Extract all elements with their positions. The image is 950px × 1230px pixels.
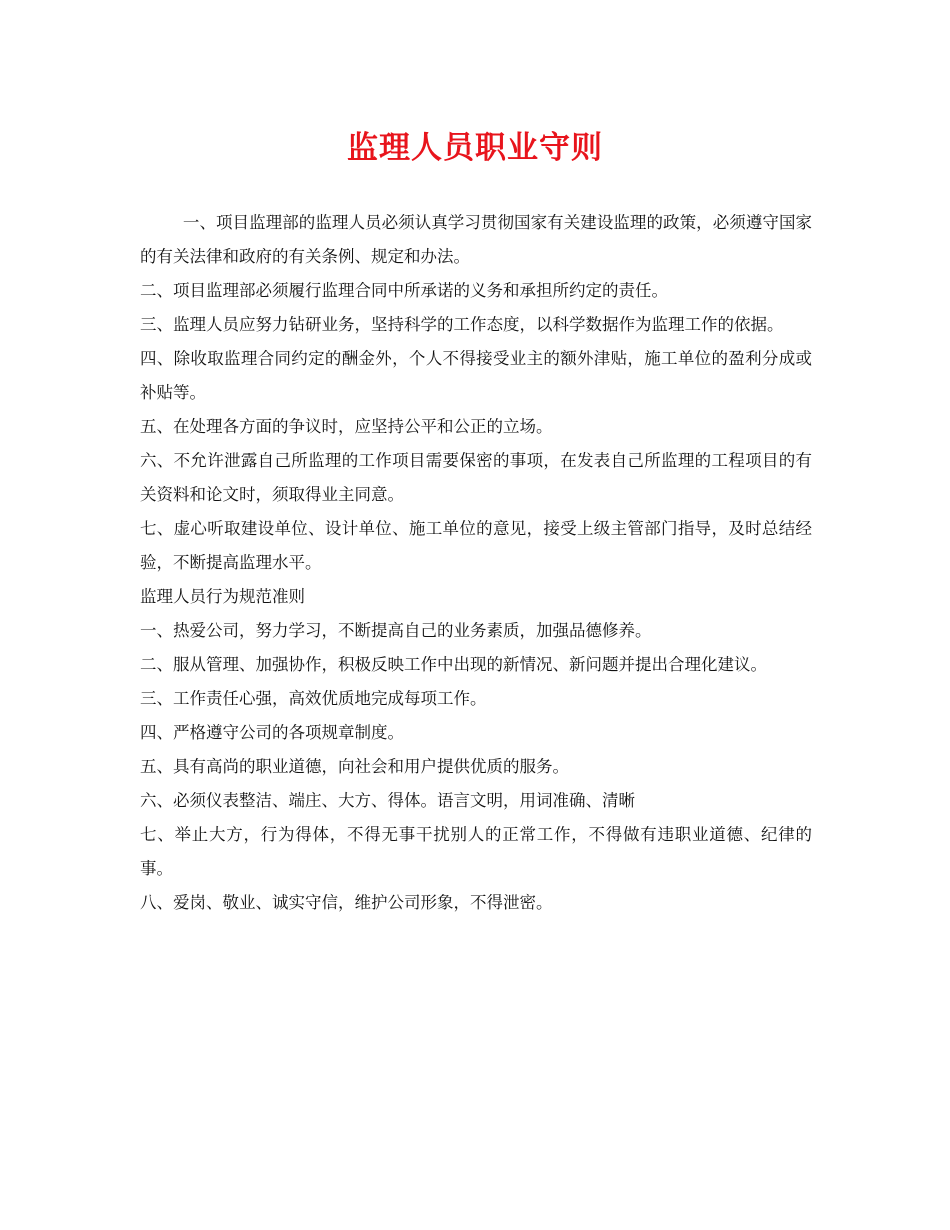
conduct-paragraph-3: 三、工作责任心强，高效优质地完成每项工作。: [140, 689, 487, 708]
rule-paragraph-2: 二、项目监理部必须履行监理合同中所承诺的义务和承担所约定的责任。: [140, 281, 668, 300]
rule-paragraph-5: 五、在处理各方面的争议时，应坚持公平和公正的立场。: [140, 417, 553, 436]
document-title: 监理人员职业守则: [347, 130, 603, 166]
conduct-paragraph-6: 六、必须仪表整洁、端庄、大方、得体。语言文明，用词准确、清晰: [140, 791, 635, 810]
conduct-paragraph-4: 四、严格遵守公司的各项规章制度。: [140, 723, 404, 742]
rule-paragraph-1: 一、项目监理部的监理人员必须认真学习贯彻国家有关建设监理的政策，必须遵守国家的有关法律和政府的有关条例、规定和办法。: [140, 213, 812, 266]
conduct-paragraph-1: 一、热爱公司，努力学习，不断提高自己的业务素质，加强品德修养。: [140, 621, 652, 640]
rule-paragraph-4: 四、除收取监理合同约定的酬金外，个人不得接受业主的额外津贴，施工单位的盈利分成或补贴等。: [140, 349, 812, 402]
rule-paragraph-7: 七、虚心听取建设单位、设计单位、施工单位的意见，接受上级主管部门指导，及时总结经验，不断提高监理水平。: [140, 519, 812, 572]
rule-paragraph-6: 六、不允许泄露自己所监理的工作项目需要保密的事项，在发表自己所监理的工程项目的有关资料和论文时，须取得业主同意。: [140, 451, 812, 504]
section-heading-conduct: 监理人员行为规范准则: [140, 587, 305, 606]
rule-paragraph-3: 三、监理人员应努力钻研业务，坚持科学的工作态度，以科学数据作为监理工作的依据。: [140, 315, 784, 334]
conduct-paragraph-5: 五、具有高尚的职业道德，向社会和用户提供优质的服务。: [140, 757, 569, 776]
conduct-paragraph-8: 八、爱岗、敬业、诚实守信，维护公司形象，不得泄密。: [140, 893, 553, 912]
conduct-paragraph-2: 二、服从管理、加强协作，积极反映工作中出现的新情况、新问题并提出合理化建议。: [140, 655, 767, 674]
conduct-paragraph-7: 七、举止大方，行为得体，不得无事干扰别人的正常工作，不得做有违职业道德、纪律的事。: [140, 825, 812, 878]
document-body: [140, 206, 812, 920]
